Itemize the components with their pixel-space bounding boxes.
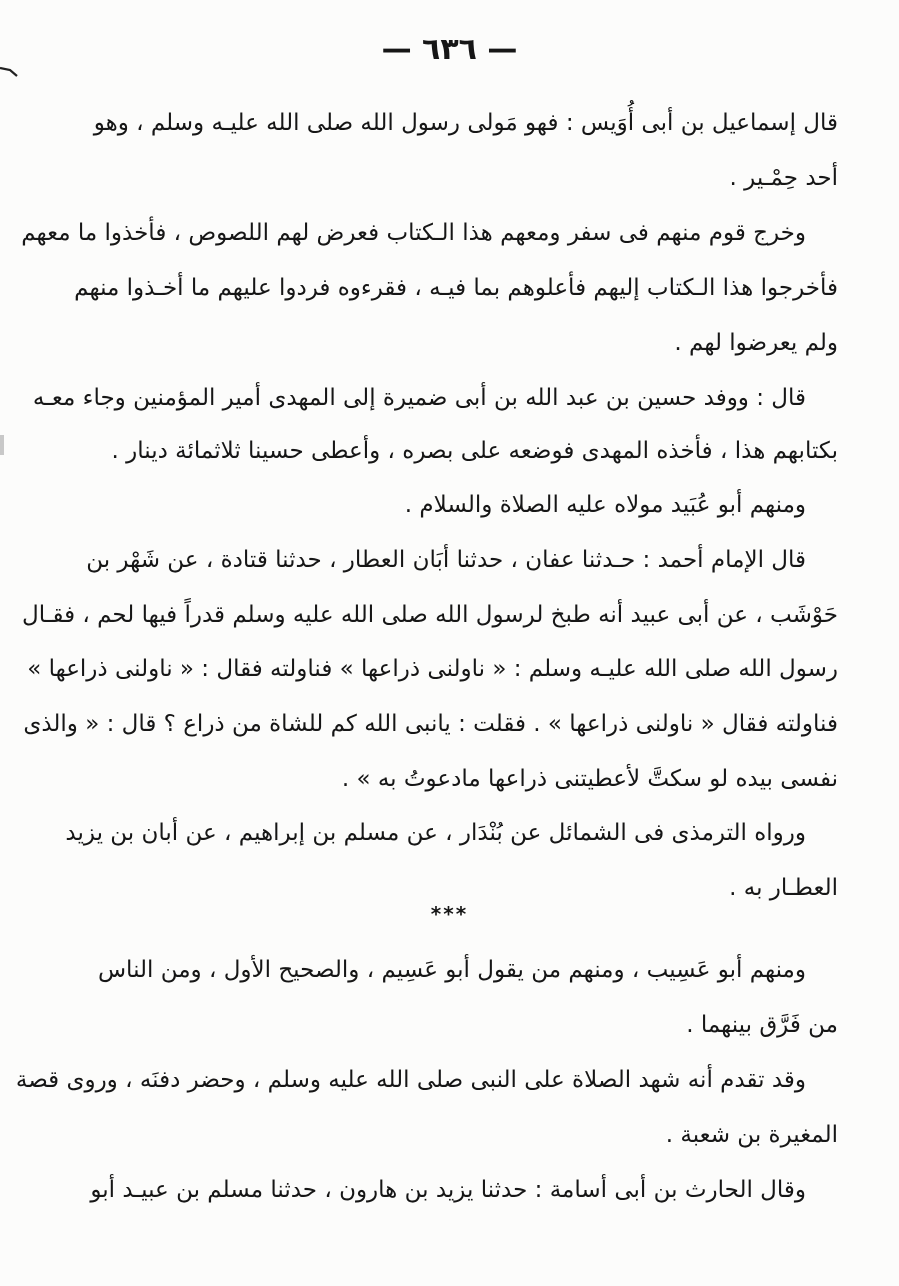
- paragraph-first-line: قال : ووفد حسين بن عبد الله بن أبى ضميرة إلى المهدى أمير المؤمنين وجاء معـه: [32, 385, 806, 411]
- text-line: ولم يعرضوا لهم .: [674, 330, 838, 356]
- paragraph-first-line: ومنهم أبو عُبَيد مولاه عليه الصلاة والسلام .: [404, 492, 806, 518]
- text-line: قال إسماعيل بن أبى أُوَيس : فهو مَولى رسول الله صلى الله عليـه وسلم ، وهو: [93, 110, 838, 136]
- text-line: فناولته فقال « ناولنى ذراعها » . فقلت : يانبى الله كم للشاة من ذراع ؟ قال : « والذى: [23, 711, 838, 737]
- paragraph-first-line: وخرج قوم منهم فى سفر ومعهم هذا الـكتاب فعرض لهم اللصوص ، فأخذوا ما معهم: [21, 220, 806, 246]
- paragraph-first-line: ورواه الترمذى فى الشمائل عن بُنْدَار ، عن مسلم بن إبراهيم ، عن أبان بن يزيد: [65, 820, 806, 846]
- paragraph-first-line: ومنهم أبو عَسِيب ، ومنهم من يقول أبو عَسِيم ، والصحيح الأول ، ومن الناس: [97, 957, 806, 983]
- text-line: العطـار به .: [729, 875, 838, 901]
- paragraph-first-line: وقال الحارث بن أبى أسامة : حدثنا يزيد بن هارون ، حدثنا مسلم بن عبيـد أبو: [90, 1177, 806, 1203]
- text-line: حَوْشَب ، عن أبى عبيد أنه طبخ لرسول الله صلى الله عليه وسلم قدراً فيها لحم ، فقـال: [21, 602, 838, 628]
- page-number: — ٦٣٦ —: [381, 32, 518, 67]
- text-line: من فَرَّق بينهما .: [686, 1012, 838, 1038]
- text-line: فأخرجوا هذا الـكتاب إليهم فأعلوهم بما فيـه ، فقرءوه فردوا عليهم ما أخـذوا منهم: [74, 275, 838, 301]
- binding-shadow: [0, 435, 4, 455]
- text-line: نفسى بيده لو سكتَّ لأعطيتنى ذراعها مادعوتُ به » .: [341, 766, 838, 792]
- paragraph-first-line: قال الإمام أحمد : حـدثنا عفان ، حدثنا أبَان العطار ، حدثنا قتادة ، عن شَهْر بن: [86, 547, 806, 573]
- text-line: رسول الله صلى الله عليـه وسلم : « ناولنى ذراعها » فناولته فقال : « ناولنى ذراعها »: [27, 656, 838, 682]
- text-line: أحد حِمْـير .: [729, 165, 838, 191]
- text-line: المغيرة بن شعبة .: [665, 1122, 838, 1148]
- paragraph-first-line: وقد تقدم أنه شهد الصلاة على النبى صلى الله عليه وسلم ، وحضر دفنَه ، وروى قصة: [15, 1067, 806, 1093]
- section-separator: ***: [430, 902, 469, 926]
- text-line: بكتابهم هذا ، فأخذه المهدى فوضعه على بصره ، وأعطى حسينا ثلاثمائة دينار .: [111, 438, 838, 464]
